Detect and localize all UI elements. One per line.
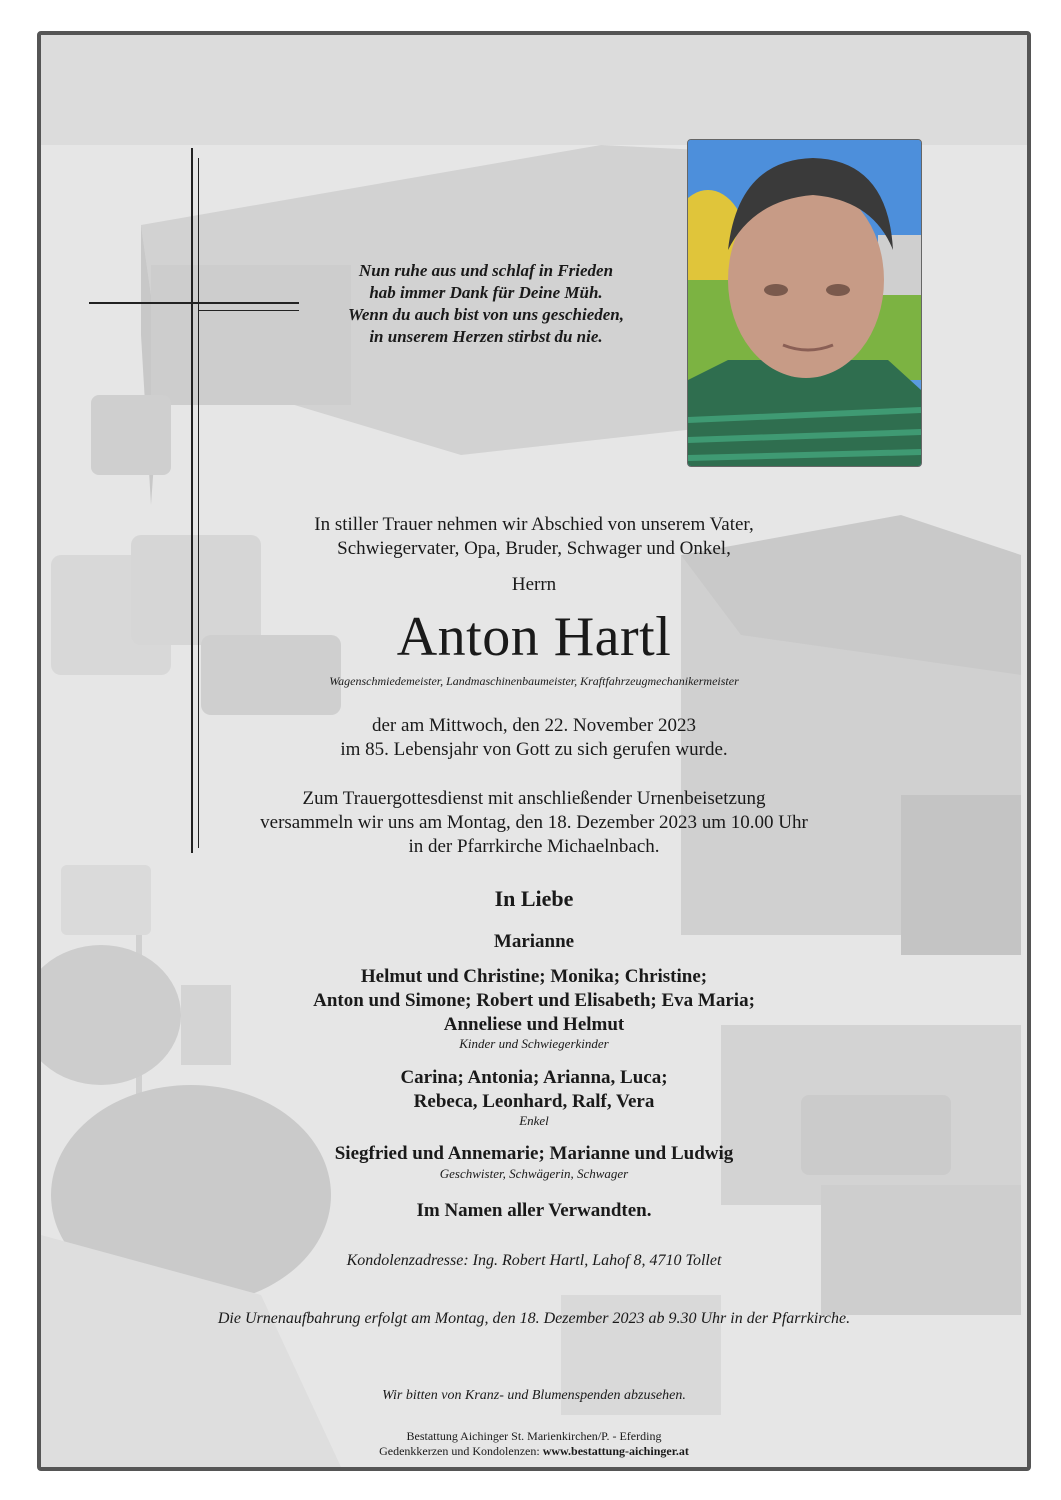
footer-line-1: Bestattung Aichinger St. Marienkirchen/P. - Eferding [406,1429,662,1443]
siblings-caption: Geschwister, Schwägerin, Schwager [439,1166,629,1181]
website-link[interactable]: www.bestattung-aichinger.at [542,1444,689,1458]
grandchildren-list [41,1066,1027,1114]
children-line: Anneliese und Helmut [443,1014,625,1035]
children-list [41,965,1027,1037]
condolence-address: Kondolenzadresse: Ing. Robert Hartl, Lahof 8, 4710 Tollet [346,1252,722,1269]
intro-text [41,513,1027,561]
death-line: im 85. Lebensjahr von Gott zu sich gerufen wurde. [340,739,728,760]
service-line: versammeln wir uns am Montag, den 18. Dezember 2023 um 10.00 Uhr [260,812,808,833]
grandchildren-line: Carina; Antonia; Arianna, Luca; [400,1067,668,1088]
deceased-name: Anton Hartl [396,606,672,668]
children-line: Anton und Simone; Robert und Elisabeth; Eva Maria; [313,990,755,1011]
service-notice [41,787,1027,859]
service-line: in der Pfarrkirche Michaelnbach. [408,836,660,857]
verse-line: Nun ruhe aus und schlaf in Frieden [358,261,614,280]
verse-line: in unserem Herzen stirbst du nie. [369,327,603,346]
death-notice [41,714,1027,762]
intro-line: In stiller Trauer nehmen wir Abschied von unserem Vater, [314,514,754,535]
intro-line: Schwiegervater, Opa, Bruder, Schwager und Onkel, [337,538,731,559]
verse-line: Wenn du auch bist von uns geschieden, [348,305,624,324]
cross-horizontal-bar [89,302,299,304]
in-liebe-heading: In Liebe [494,886,574,911]
spouse-name: Marianne [493,931,575,952]
profession: Wagenschmiedemeister, Landmaschinenbaumeister, Kraftfahrzeugmechanikermeister [329,674,739,688]
flowers-notice: Wir bitten von Kranz- und Blumenspenden abzusehen. [382,1388,686,1403]
parte-frame [37,31,1031,1471]
children-line: Helmut und Christine; Monika; Christine; [360,966,708,987]
relatives-line: Im Namen aller Verwandten. [416,1200,652,1221]
portrait-photo [687,139,922,467]
grandchildren-line: Rebeca, Leonhard, Ralf, Vera [413,1091,655,1112]
footer-prefix: Gedenkkerzen und Kondolenzen: [379,1444,543,1458]
grandchildren-caption: Enkel [519,1113,549,1128]
salutation: Herrn [511,574,557,595]
verse-line: hab immer Dank für Deine Müh. [369,283,603,302]
service-line: Zum Trauergottesdienst mit anschließender Urnenbeisetzung [302,788,766,809]
footer-line-2 [41,1444,1027,1459]
siblings-list: Siegfried und Annemarie; Marianne und Ludwig [334,1143,734,1164]
memorial-verse [276,260,696,348]
footer [41,1429,1027,1459]
death-line: der am Mittwoch, den 22. November 2023 [372,715,696,736]
urn-notice: Die Urnenaufbahrung erfolgt am Montag, den 18. Dezember 2023 ab 9.30 Uhr in der Pfarrkirche. [217,1310,851,1327]
children-caption: Kinder und Schwiegerkinder [459,1036,609,1051]
